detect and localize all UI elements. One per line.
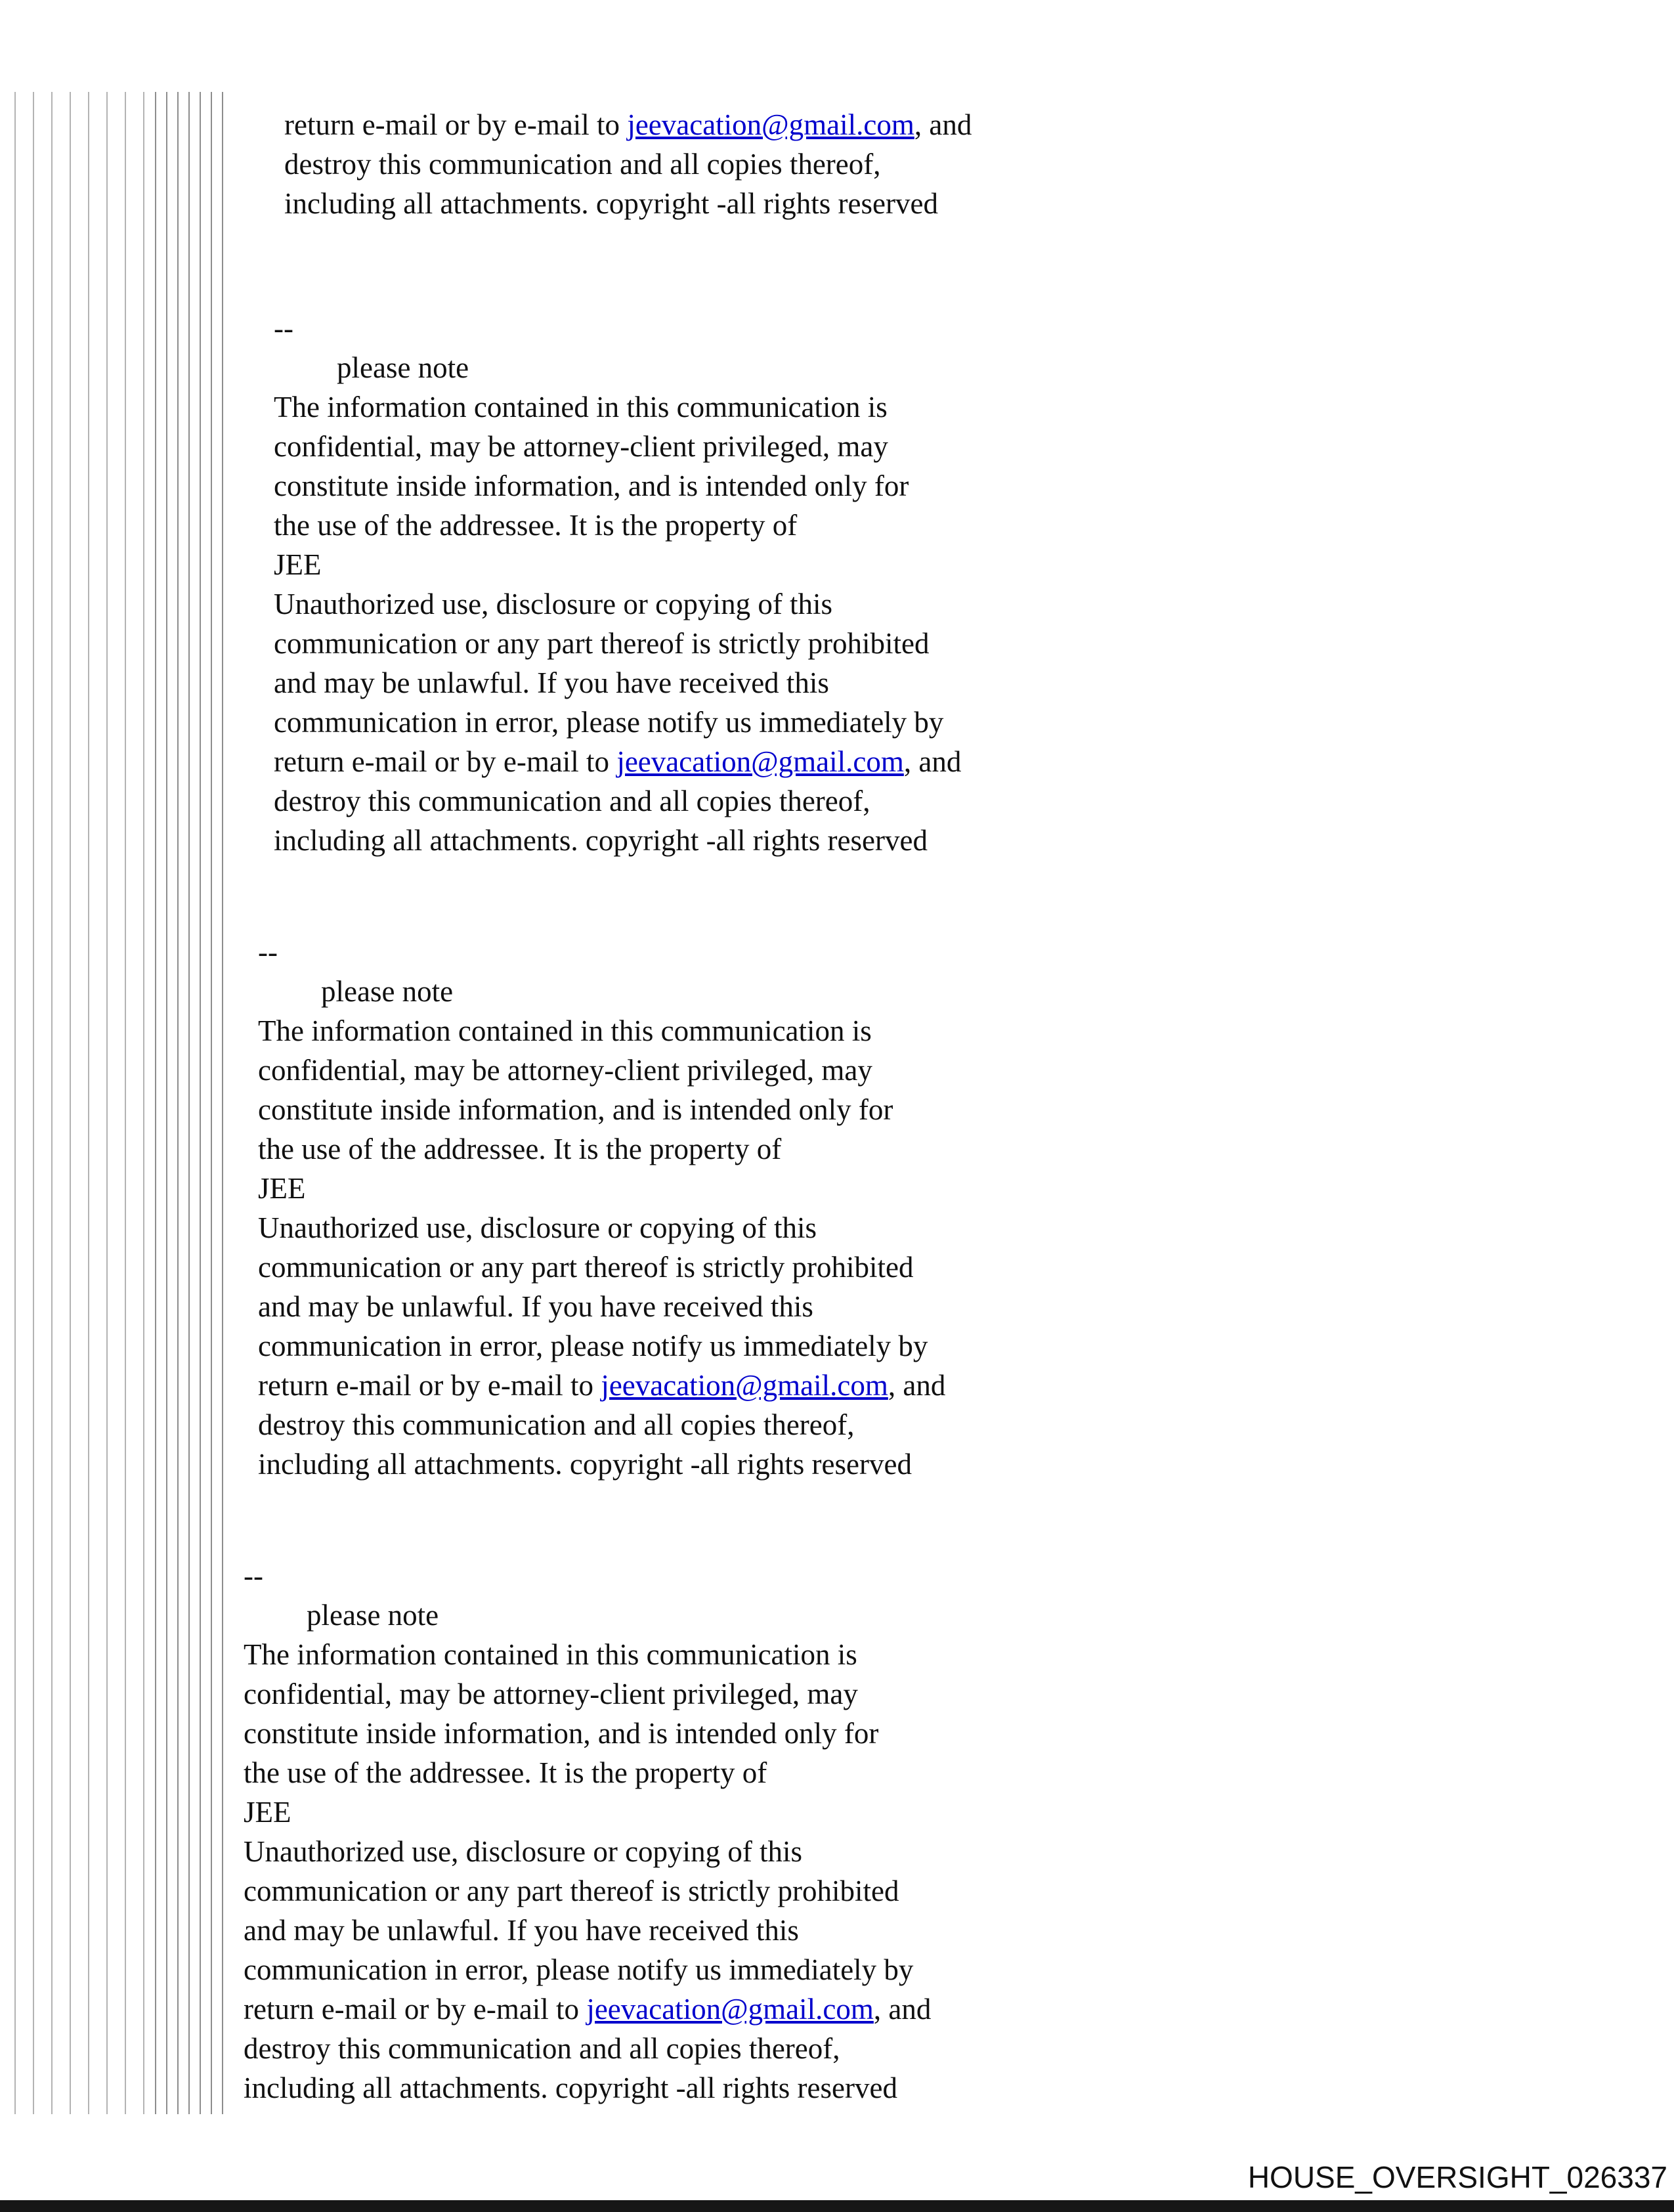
- quote-indent-bars-group-1: [14, 92, 147, 2114]
- disclaimer-line: confidential, may be attorney-client privileged, may: [244, 1678, 858, 1710]
- disclaimer-line: communication in error, please notify us immediately by: [258, 1330, 928, 1362]
- bates-number: HOUSE_OVERSIGHT_026337: [1247, 2160, 1667, 2194]
- disclaimer-line: the use of the addressee. It is the property of: [244, 1756, 767, 1789]
- signature-separator: --: [274, 312, 293, 345]
- disclaimer-line: constitute inside information, and is intended only for: [244, 1717, 879, 1750]
- disclaimer-line: destroy this communication and all copies thereof,: [284, 148, 881, 181]
- disclaimer-line: communication in error, please notify us immediately by: [274, 706, 944, 739]
- disclaimer-line: confidential, may be attorney-client privileged, may: [274, 430, 888, 463]
- please-note-label: please note: [337, 351, 469, 384]
- disclaimer-line: including all attachments. copyright -all rights reserved: [274, 824, 928, 857]
- disclaimer-line: Unauthorized use, disclosure or copying of this: [274, 588, 833, 620]
- disclaimer-email-line: [284, 105, 972, 144]
- disclaimer-line: Unauthorized use, disclosure or copying of this: [258, 1211, 817, 1244]
- email-line-post: , and: [903, 745, 962, 778]
- disclaimer-line: JEE: [258, 1172, 306, 1205]
- disclaimer-line: and may be unlawful. If you have received this: [258, 1290, 813, 1323]
- email-line-pre: return e-mail or by e-mail to: [274, 745, 617, 778]
- disclaimer-line: confidential, may be attorney-client privileged, may: [258, 1054, 872, 1087]
- email-line-post: , and: [873, 1993, 932, 2026]
- disclaimer-line: communication or any part thereof is strictly prohibited: [244, 1875, 899, 1907]
- signature-separator: --: [258, 936, 278, 968]
- email-line-post: , and: [888, 1369, 946, 1402]
- disclaimer-block-3: [244, 1556, 931, 2108]
- disclaimer-email-line: [244, 1989, 931, 2029]
- disclaimer-line: the use of the addressee. It is the property of: [274, 509, 798, 542]
- disclaimer-line: The information contained in this communication is: [274, 391, 888, 423]
- email-line-pre: return e-mail or by e-mail to: [244, 1993, 587, 2026]
- disclaimer-line: JEE: [274, 548, 322, 581]
- disclaimer-line: JEE: [244, 1796, 291, 1829]
- disclaimer-line: Unauthorized use, disclosure or copying of this: [244, 1835, 803, 1868]
- disclaimer-line: including all attachments. copyright -all rights reserved: [244, 2071, 897, 2104]
- please-note-label: please note: [321, 975, 454, 1008]
- disclaimer-line: and may be unlawful. If you have received this: [244, 1914, 799, 1947]
- disclaimer-line: including all attachments. copyright -all rights reserved: [258, 1448, 912, 1481]
- quote-indent-bars-group-2: [155, 92, 228, 2114]
- disclaimer-line: communication or any part thereof is strictly prohibited: [258, 1251, 914, 1284]
- disclaimer-line: destroy this communication and all copies thereof,: [258, 1408, 855, 1441]
- please-note-label: please note: [307, 1599, 439, 1632]
- disclaimer-line: the use of the addressee. It is the property of: [258, 1133, 782, 1165]
- email-line-pre: return e-mail or by e-mail to: [284, 108, 628, 141]
- disclaimer-line: including all attachments. copyright -all rights reserved: [284, 187, 938, 220]
- disclaimer-block-2: [258, 932, 945, 1484]
- disclaimer-line: and may be unlawful. If you have received this: [274, 666, 829, 699]
- disclaimer-line: The information contained in this communication is: [258, 1014, 872, 1047]
- email-link[interactable]: jeevacation@gmail.com: [586, 1993, 874, 2026]
- email-link[interactable]: jeevacation@gmail.com: [601, 1369, 888, 1402]
- email-link[interactable]: jeevacation@gmail.com: [627, 108, 914, 141]
- disclaimer-line: destroy this communication and all copies thereof,: [244, 2032, 840, 2065]
- disclaimer-fragment: [284, 105, 972, 223]
- disclaimer-block-1: [274, 309, 961, 860]
- disclaimer-line: communication or any part thereof is strictly prohibited: [274, 627, 930, 660]
- disclaimer-line: constitute inside information, and is intended only for: [258, 1093, 893, 1126]
- email-line-pre: return e-mail or by e-mail to: [258, 1369, 601, 1402]
- disclaimer-email-line: [274, 742, 961, 781]
- email-line-post: , and: [914, 108, 972, 141]
- disclaimer-line: constitute inside information, and is intended only for: [274, 469, 909, 502]
- disclaimer-line: destroy this communication and all copies thereof,: [274, 785, 870, 817]
- scan-edge-artifact: [0, 2200, 1674, 2212]
- disclaimer-line: communication in error, please notify us immediately by: [244, 1953, 914, 1986]
- disclaimer-line: The information contained in this communication is: [244, 1638, 857, 1671]
- disclaimer-email-line: [258, 1366, 945, 1405]
- email-link[interactable]: jeevacation@gmail.com: [616, 745, 904, 778]
- signature-separator: --: [244, 1559, 263, 1592]
